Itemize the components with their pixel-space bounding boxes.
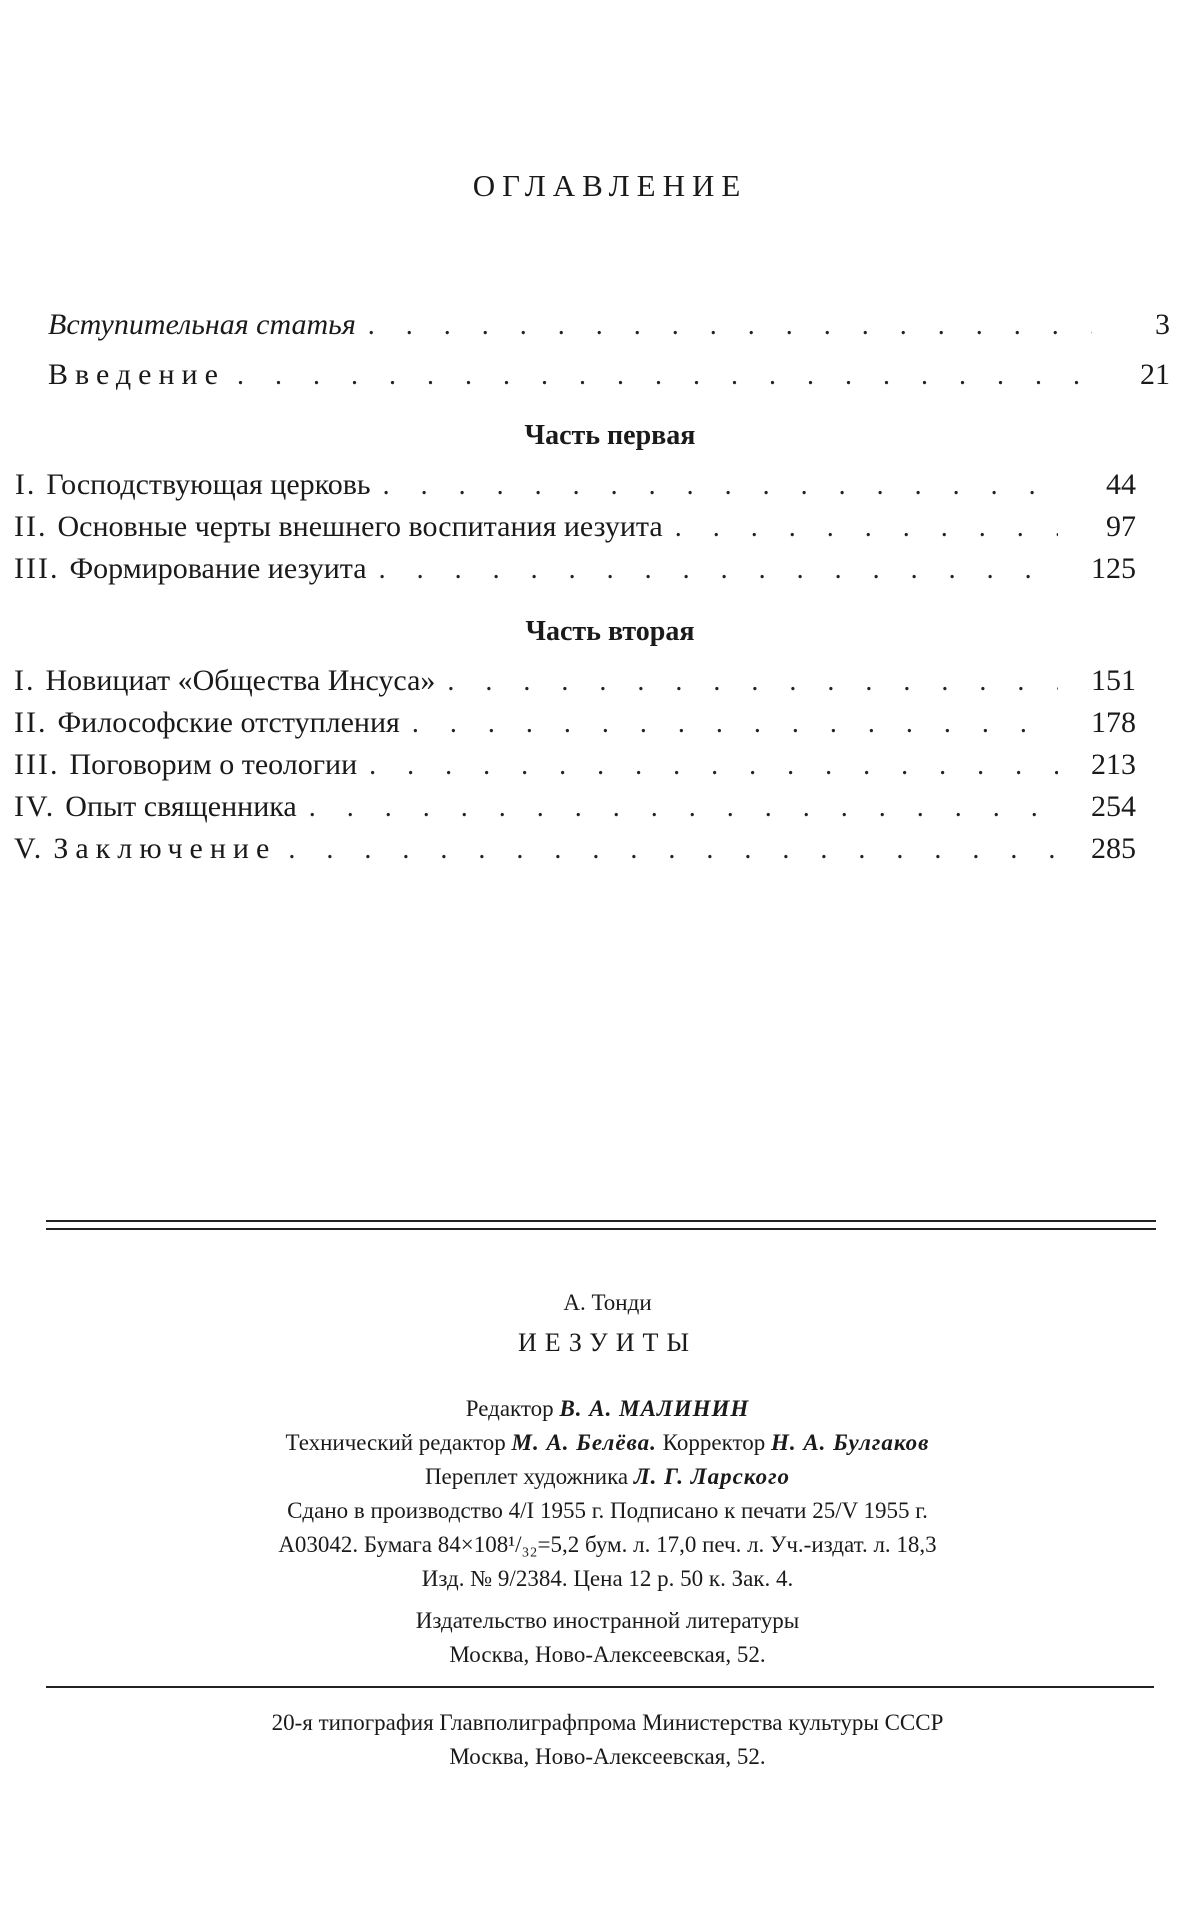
toc-entry-page: 254 [1091,790,1136,823]
chapter-number: I. [14,468,37,501]
tech-editor-label: Технический редактор [285,1430,506,1455]
chapter-number: IV. [14,790,56,823]
binding-artist: Л. Г. Ларского [633,1464,791,1489]
toc-entry-label: Новициат «Общества Инсуса» [45,664,436,697]
toc-entry-label: Введение [48,358,225,391]
toc-chapter [14,468,1136,508]
toc-chapter [14,706,1136,746]
corrector-label: Корректор [662,1430,766,1455]
toc-entry-page: 97 [1106,510,1136,543]
leader-dots [383,470,1058,502]
imprint-production-line: Сдано в производство 4/I 1955 г. Подписано к печати 25/V 1955 г. [287,1498,928,1523]
toc-entry-label: Вступительная статья [48,308,356,341]
toc-entry-label: Заключение [53,832,277,865]
imprint-editor-line [0,1392,1200,1426]
leader-dots [288,834,1058,866]
toc-entry-label: Формирование иезуита [69,552,367,585]
toc-entry-page: 285 [1091,832,1136,865]
leader-dots [369,750,1058,782]
toc-chapter [14,748,1136,788]
toc-entry-page: 125 [1091,552,1136,585]
corrector-name: Н. А. Булгаков [770,1430,930,1455]
toc-chapter [14,832,1136,872]
part-heading: Часть вторая [525,616,695,647]
imprint-printer: 20-я типография Главполиграфпрома Министерства культуры СССР [271,1710,944,1735]
toc-entry-label: Основные черты внешнего воспитания иезуита [57,510,663,543]
imprint-publisher-address: Москва, Ново-Алексеевская, 52. [449,1642,766,1667]
toc-entry-label: Философские отступления [57,706,400,739]
toc-title: ОГЛАВЛЕНИЕ [472,168,748,203]
chapter-number: I. [14,664,36,697]
divider [46,1686,1154,1688]
imprint-publisher: Издательство иностранной литературы [415,1608,800,1633]
toc-entry-introduction [48,358,1170,398]
leader-dots [447,666,1058,698]
leader-dots [368,310,1092,342]
toc-chapter [14,664,1136,704]
editor-label: Редактор [465,1396,554,1421]
imprint-paper-line: А03042. Бумага 84×108¹/₃₂=5,2 бум. л. 17,0 печ. л. Уч.-издат. л. 18,3 [278,1532,937,1557]
imprint-binding-line [0,1460,1200,1494]
leader-dots [309,792,1058,824]
toc-entry-page: 3 [1155,308,1170,341]
toc-entry-page: 151 [1091,664,1136,697]
leader-dots [237,360,1092,392]
toc-chapter [14,790,1136,830]
toc-entry-page: 178 [1091,706,1136,739]
toc-entry-page: 21 [1140,358,1170,391]
toc-entry-label: Господствующая церковь [46,468,371,501]
imprint-tech-editor-line [0,1426,1200,1460]
leader-dots [412,708,1058,740]
imprint-order-line: Изд. № 9/2384. Цена 12 р. 50 к. Зак. 4. [421,1566,794,1591]
chapter-number: II. [14,706,48,739]
imprint-author: А. Тонди [563,1290,652,1315]
double-divider [46,1220,1156,1230]
toc-chapter [14,552,1136,592]
editor-name: В. А. МАЛИНИН [559,1396,750,1421]
part-heading: Часть первая [524,420,696,451]
binding-label: Переплет художника [424,1464,629,1489]
chapter-number: V. [14,832,44,865]
imprint-book-title: ИЕЗУИТЫ [517,1328,698,1357]
toc-entry-label: Опыт священника [65,790,297,823]
chapter-number: III. [14,552,60,585]
toc-entry-page: 213 [1091,748,1136,781]
leader-dots [379,554,1058,586]
tech-editor-name: М. А. Белёва. [511,1430,657,1455]
chapter-number: II. [14,510,48,543]
toc-chapter [14,510,1136,550]
toc-entry-intro-article [48,308,1170,348]
toc-entry-label: Поговорим о теологии [69,748,358,781]
leader-dots [675,512,1058,544]
imprint-printer-address: Москва, Ново-Алексеевская, 52. [449,1744,766,1769]
chapter-number: III. [14,748,60,781]
toc-entry-page: 44 [1106,468,1136,501]
